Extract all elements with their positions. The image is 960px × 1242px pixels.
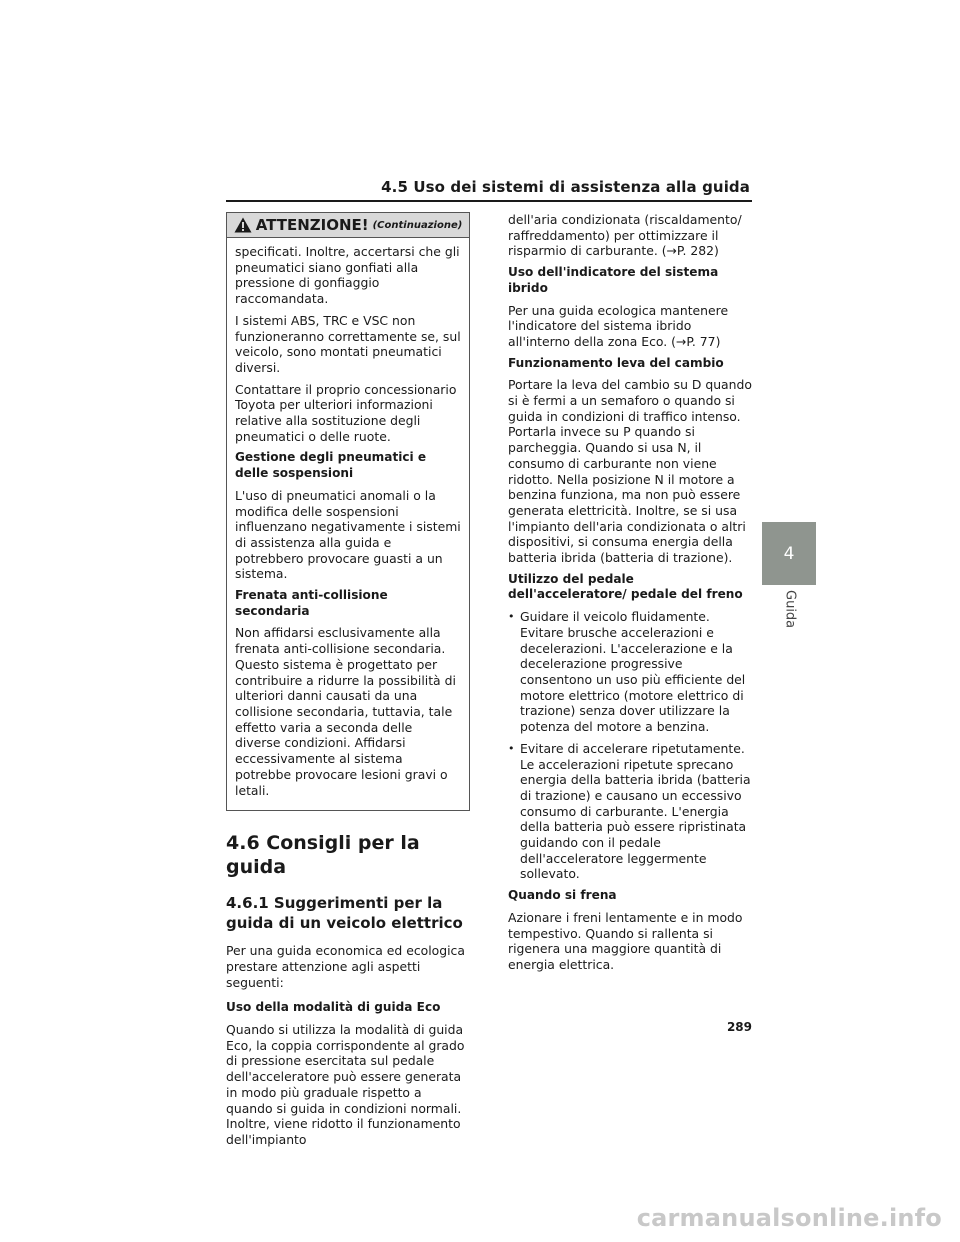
warning-subheading: Gestione degli pneumatici e delle sospensioni bbox=[235, 450, 427, 481]
hybrid-heading: Uso dell'indicatore del sistema ibrido bbox=[508, 265, 719, 295]
warning-body bbox=[227, 238, 469, 798]
header-rule bbox=[226, 200, 752, 202]
eco-paragraph: Quando si utilizza la modalità di guida Eco, la coppia corrispondente al grado di pressione esercitata sul pedale dell'acceleratore può essere generata in modo più graduale rispetto a quando si guida in condizioni normali. Inoltre, viene ridotto il funzionamento dell'impianto bbox=[226, 1022, 465, 1147]
list-item: • Evitare di accelerare ripetutamente. Le accelerazioni ripetute sprecano energia della batteria ibrida (batteria di trazione) e causano un eccessivo consumo di carburante. L'energia della batteria può essere ripristinata guidando con il pedale dell'acceleratore leggermente sollevato. bbox=[508, 741, 754, 882]
brake-paragraph: Azionare i freni lentamente e in modo tempestivo. Quando si rallenta si rigenera una maggiore quantità di energia elettrica. bbox=[508, 909, 743, 972]
eco-continuation: dell'aria condizionata (riscaldamento/ raffreddamento) per ottimizzare il risparmio di carburante. (→P. 282) bbox=[508, 212, 742, 259]
warning-paragraph: specificati. Inoltre, accertarsi che gli pneumatici siano gonfiati alla pressione di gonfiaggio raccomandata. bbox=[235, 244, 460, 307]
warning-triangle-icon bbox=[234, 217, 252, 233]
lever-paragraph: Portare la leva del cambio su D quando si è fermi a un semaforo o quando si guida in condizioni di traffico intenso. Portarla invece su P quando si parcheggia. Quando si usa N, il consumo di carburante non viene ridotto. Nella posizione N il motore a benzina funziona, ma non può essere generata elettricità. Inoltre, se si usa l'impianto dell'aria condizionata o altri dispositivi, si consuma energia della batteria ibrida (batteria di trazione). bbox=[508, 377, 752, 566]
brake-heading: Quando si frena bbox=[508, 888, 617, 903]
list-item: • Guidare il veicolo fluidamente. Evitare brusche accelerazioni e decelerazioni. L'accelerazione e la decelerazione progressive consentono un uso più efficiente del motore elettrico (motore elettrico di trazione) senza dover utilizzare la potenza del motore a benzina. bbox=[508, 609, 754, 735]
lever-heading: Funzionamento leva del cambio bbox=[508, 355, 724, 370]
warning-box bbox=[226, 212, 470, 811]
chapter-label: Guida bbox=[782, 590, 798, 629]
right-column bbox=[508, 212, 754, 979]
warning-paragraph: I sistemi ABS, TRC e VSC non funzioneranno correttamente se, sul veicolo, sono montati pneumatici diversi. bbox=[235, 312, 461, 375]
pedal-list bbox=[508, 609, 754, 882]
warning-title: ATTENZIONE! bbox=[255, 216, 369, 234]
chapter-tab[interactable] bbox=[762, 522, 816, 585]
warning-continuation: (Continuazione) bbox=[372, 219, 463, 231]
page-number: 289 bbox=[726, 1020, 752, 1034]
warning-paragraph: Non affidarsi esclusivamente alla frenata anti-collisione secondaria. Questo sistema è progettato per contribuire a ridurre la possibilità di ulteriori danni causati da una collisione secondaria, tuttavia, tale effetto varia a seconda delle diverse condizioni. Affidarsi eccessivamente al sistema potrebbe provocare lesioni gravi o letali. bbox=[235, 625, 456, 798]
watermark: carmanualsonline.info bbox=[636, 1204, 942, 1232]
warning-paragraph: Contattare il proprio concessionario Toyota per ulteriori informazioni relative alla sostituzione degli pneumatici o delle ruote. bbox=[235, 381, 457, 444]
section-title: 4.6 Consigli per la guida bbox=[226, 832, 420, 879]
subsection-title: 4.6.1 Suggerimenti per la guida di un veicolo elettrico bbox=[226, 894, 463, 933]
pedal-heading: Utilizzo del pedale dell'acceleratore/ pedale del freno bbox=[508, 571, 743, 602]
intro-paragraph: Per una guida economica ed ecologica prestare attenzione agli aspetti seguenti: bbox=[226, 943, 465, 990]
left-column bbox=[226, 212, 470, 1154]
chapter-number: 4 bbox=[783, 543, 795, 564]
header-title: 4.5 Uso dei sistemi di assistenza alla guida bbox=[381, 178, 750, 196]
eco-heading: Uso della modalità di guida Eco bbox=[226, 1000, 441, 1015]
warning-header bbox=[227, 213, 469, 238]
warning-paragraph: L'uso di pneumatici anomali o la modifica delle sospensioni influenzano negativamente i sistemi di assistenza alla guida e potrebbero provocare guasti a un sistema. bbox=[235, 487, 461, 582]
warning-subheading: Frenata anti-collisione secondaria bbox=[235, 588, 388, 618]
hybrid-paragraph: Per una guida ecologica mantenere l'indicatore del sistema ibrido all'interno della zona Eco. (→P. 77) bbox=[508, 302, 729, 349]
